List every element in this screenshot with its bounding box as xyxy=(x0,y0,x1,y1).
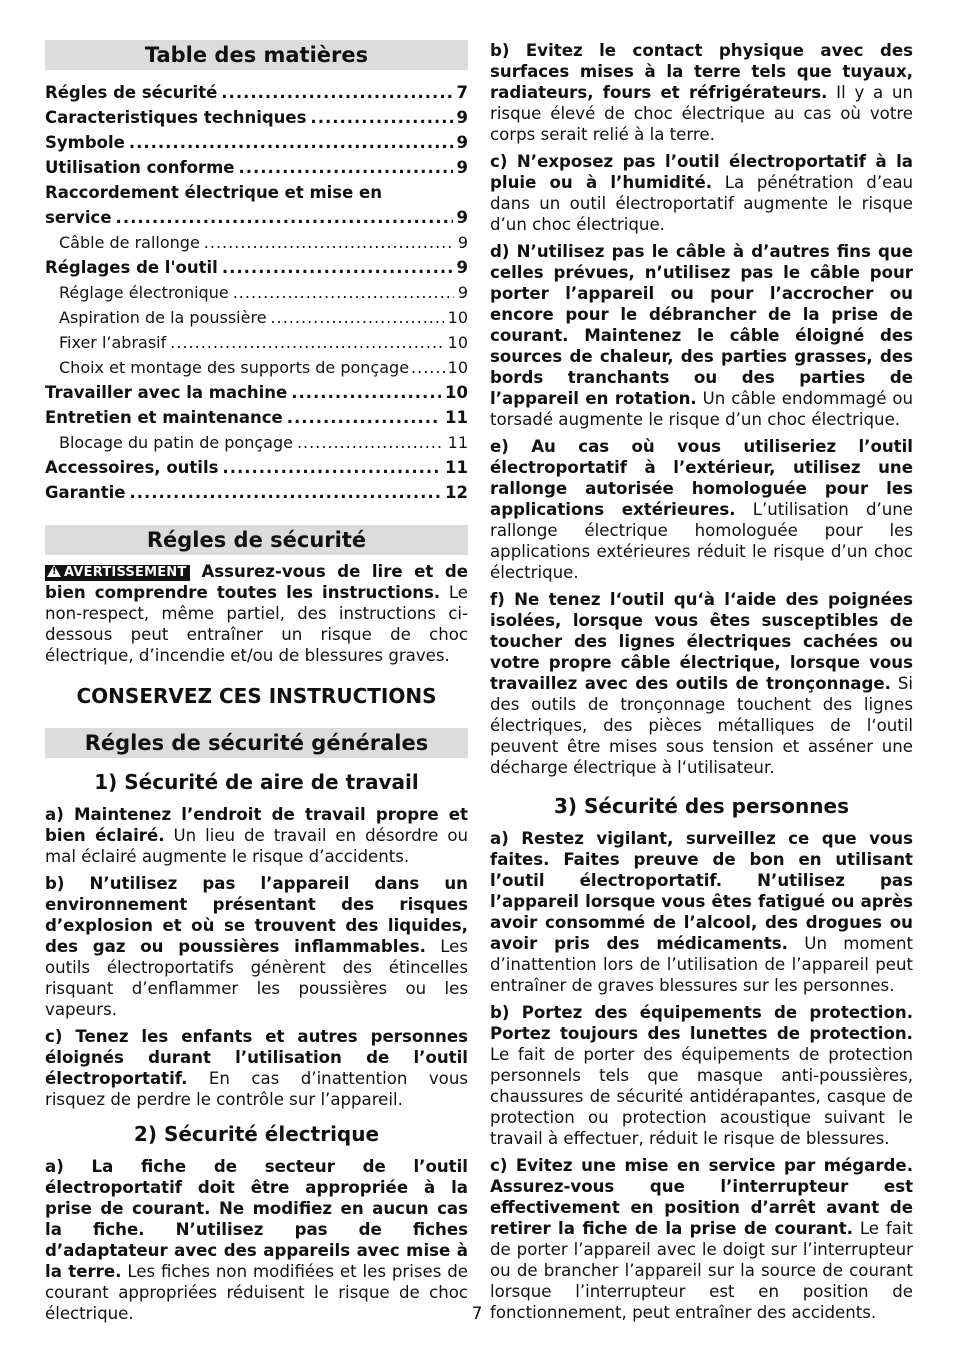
toc-entry[interactable]: Utilisation conforme ..... 9 xyxy=(45,155,468,180)
conserve-heading: CONSERVEZ CES INSTRUCTIONS xyxy=(76,684,437,708)
warning-paragraph: ! AVERTISSEMENT Assurez-vous de lire et de bien comprendre toutes les instructions. Le non-respect, même partiel, des instructions ci-dessous peut entraîner un risque de choc électrique, d’incendie et/ou de blessures graves. xyxy=(45,562,468,665)
electrical-e: e) Au cas où vous utiliseriez l’outil électroportatif à l’extérieur, utilisez une rallonge autorisée homologuée pour les applications extérieures. L’utilisation d’une rallonge électrique homologuée pour les applications extérieures réduit le risque d’un choc électrique. xyxy=(490,437,913,582)
personal-b: b) Portez des équipements de protection. Portez toujours des lunettes de protection. Le fait de porter des équipements de protection personnels tels que masque anti-poussières, chaussures de sécurité antidérapantes, casque de protection ou protection acoustique suivant le travail à effectuer, réduit le risque de blessures. xyxy=(490,1003,913,1148)
general-safety-title: Régles de sécurité générales xyxy=(45,728,468,758)
toc-title: Table des matières xyxy=(45,40,468,70)
toc-entry[interactable]: Symbole ..... 9 xyxy=(45,130,468,155)
toc-entry[interactable]: Réglage électronique ..... 9 xyxy=(45,280,468,305)
electrical-b: b) Evitez le contact physique avec des surfaces mises à la terre tels que tuyaux, radiateurs, fours et réfrigérateurs. Il y a un risque élevé de choc électrique au cas où votre corps serait relié à la terre. xyxy=(490,41,913,144)
toc-entry[interactable]: Entretien et maintenance ..... 11 xyxy=(45,405,468,430)
work-area-c: c) Tenez les enfants et autres personnes éloignés durant l’utilisation de l’outil électroportatif. En cas d’inattention vous risquez de perdre le contrôle sur l’appareil. xyxy=(45,1027,468,1109)
warning-triangle-icon: ! xyxy=(47,565,61,577)
toc-entry[interactable]: Câble de rallonge ..... 9 xyxy=(45,230,468,255)
right-column xyxy=(490,40,913,1329)
warning-badge: ! AVERTISSEMENT xyxy=(45,565,190,581)
work-area-b: b) N’utilisez pas l’appareil dans un environnement présentant des risques d’explosion et où se trouvent des liquides, des gaz ou poussières inflammables. Les outils électroportatifs génèrent des étincelles risquant d’enflammer les poussières ou les vapeurs. xyxy=(45,874,468,1019)
personal-a: a) Restez vigilant, surveillez ce que vous faites. Faites preuve de bon en utilisant l’outil électroportatif. N’utilisez pas l’appareil lorsque vous êtes fatigué ou après avoir consommé de l’alcool, des drogues ou avoir pris des médicaments. Un moment d’inattention lors de l’utilisation de l’appareil peut entraîner de graves blessures sur les personnes. xyxy=(490,829,913,995)
toc-entry[interactable]: Accessoires, outils ..... 11 xyxy=(45,455,468,480)
personal-c: c) Evitez une mise en service par mégarde. Assurez-vous que l’interrupteur est effectivement en position d’arrêt avant de retirer la fiche de la prise de courant. Le fait de porter l’appareil avec le doigt sur l’interrupteur ou de brancher l’appareil sur la source de courant lorsque l’interrupteur est en position de fonctionnement, peut entraîner des accidents. xyxy=(490,1156,913,1322)
toc-entry[interactable]: Choix et montage des supports de ponçage ..... 10 xyxy=(45,355,468,380)
page-number: 7 xyxy=(471,1304,483,1324)
toc-entry[interactable]: Aspiration de la poussière ..... 10 xyxy=(45,305,468,330)
toc-entry[interactable]: Garantie ..... 12 xyxy=(45,480,468,505)
toc-entry[interactable]: Travailler avec la machine ..... 10 xyxy=(45,380,468,405)
toc-entry[interactable]: Blocage du patin de ponçage ..... 11 xyxy=(45,430,468,455)
work-area-heading: 1) Sécurité de aire de travail xyxy=(94,770,419,794)
electrical-a: a) La fiche de secteur de l’outil électroportatif doit être appropriée à la prise de courant. Ne modifiez en aucun cas la fiche. N’utilisez pas de fiches d’adaptateur avec des appareils avec mise à la terre. Les fiches non modifiées et les prises de courant appropriées réduisent le risque de choc électrique. xyxy=(45,1157,469,1323)
work-area-a: a) Maintenez l’endroit de travail propre et bien éclairé. Un lieu de travail en désordre ou mal éclairé augmente le risque d’accidents. xyxy=(45,805,468,866)
toc-entry[interactable]: Raccordement électrique et mise en service ..... 9 xyxy=(45,180,468,230)
electrical-f: f) Ne tenez l‘outil qu‘à l‘aide des poignées isolées, lorsque vous êtes susceptibles de toucher des lignes électriques cachées ou votre propre câble électrique, lorsque vous travaillez avec des outils de tronçonnage. Si des outils de tronçonnage touchent des lignes électriques, des pièces métalliques de l‘outil peuvent être mises sous tension et asséner une décharge électrique à l‘utilisateur. xyxy=(490,590,913,777)
electrical-heading: 2) Sécurité électrique xyxy=(133,1122,380,1146)
electrical-c: c) N’exposez pas l’outil électroportatif à la pluie ou à l’humidité. La pénétration d’eau dans un outil électroportatif augmente le risque d’un choc électrique. xyxy=(490,152,914,234)
toc-entry[interactable]: Régles de sécurité ..... 7 xyxy=(45,80,468,105)
toc-entry[interactable]: Caracteristiques techniques ..... 9 xyxy=(45,105,468,130)
toc-list xyxy=(45,80,468,505)
toc-entry[interactable]: Fixer l’abrasif ..... 10 xyxy=(45,330,468,355)
electrical-d: d) N’utilisez pas le câble à d’autres fins que celles prévues, n’utilisez pas le câble pour porter l’appareil ou pour l’accrocher ou encore pour le débrancher de la prise de courant. Maintenez le câble éloigné des sources de chaleur, des parties grasses, des bords tranchants ou des parties de l’appareil en rotation. Un câble endommagé ou torsadé augmente le risque d’un choc électrique. xyxy=(490,242,914,429)
toc-entry[interactable]: Réglages de l'outil ..... 9 xyxy=(45,255,468,280)
left-column xyxy=(45,40,468,1330)
personal-heading: 3) Sécurité des personnes xyxy=(554,794,849,818)
safety-title: Régles de sécurité xyxy=(45,525,468,555)
